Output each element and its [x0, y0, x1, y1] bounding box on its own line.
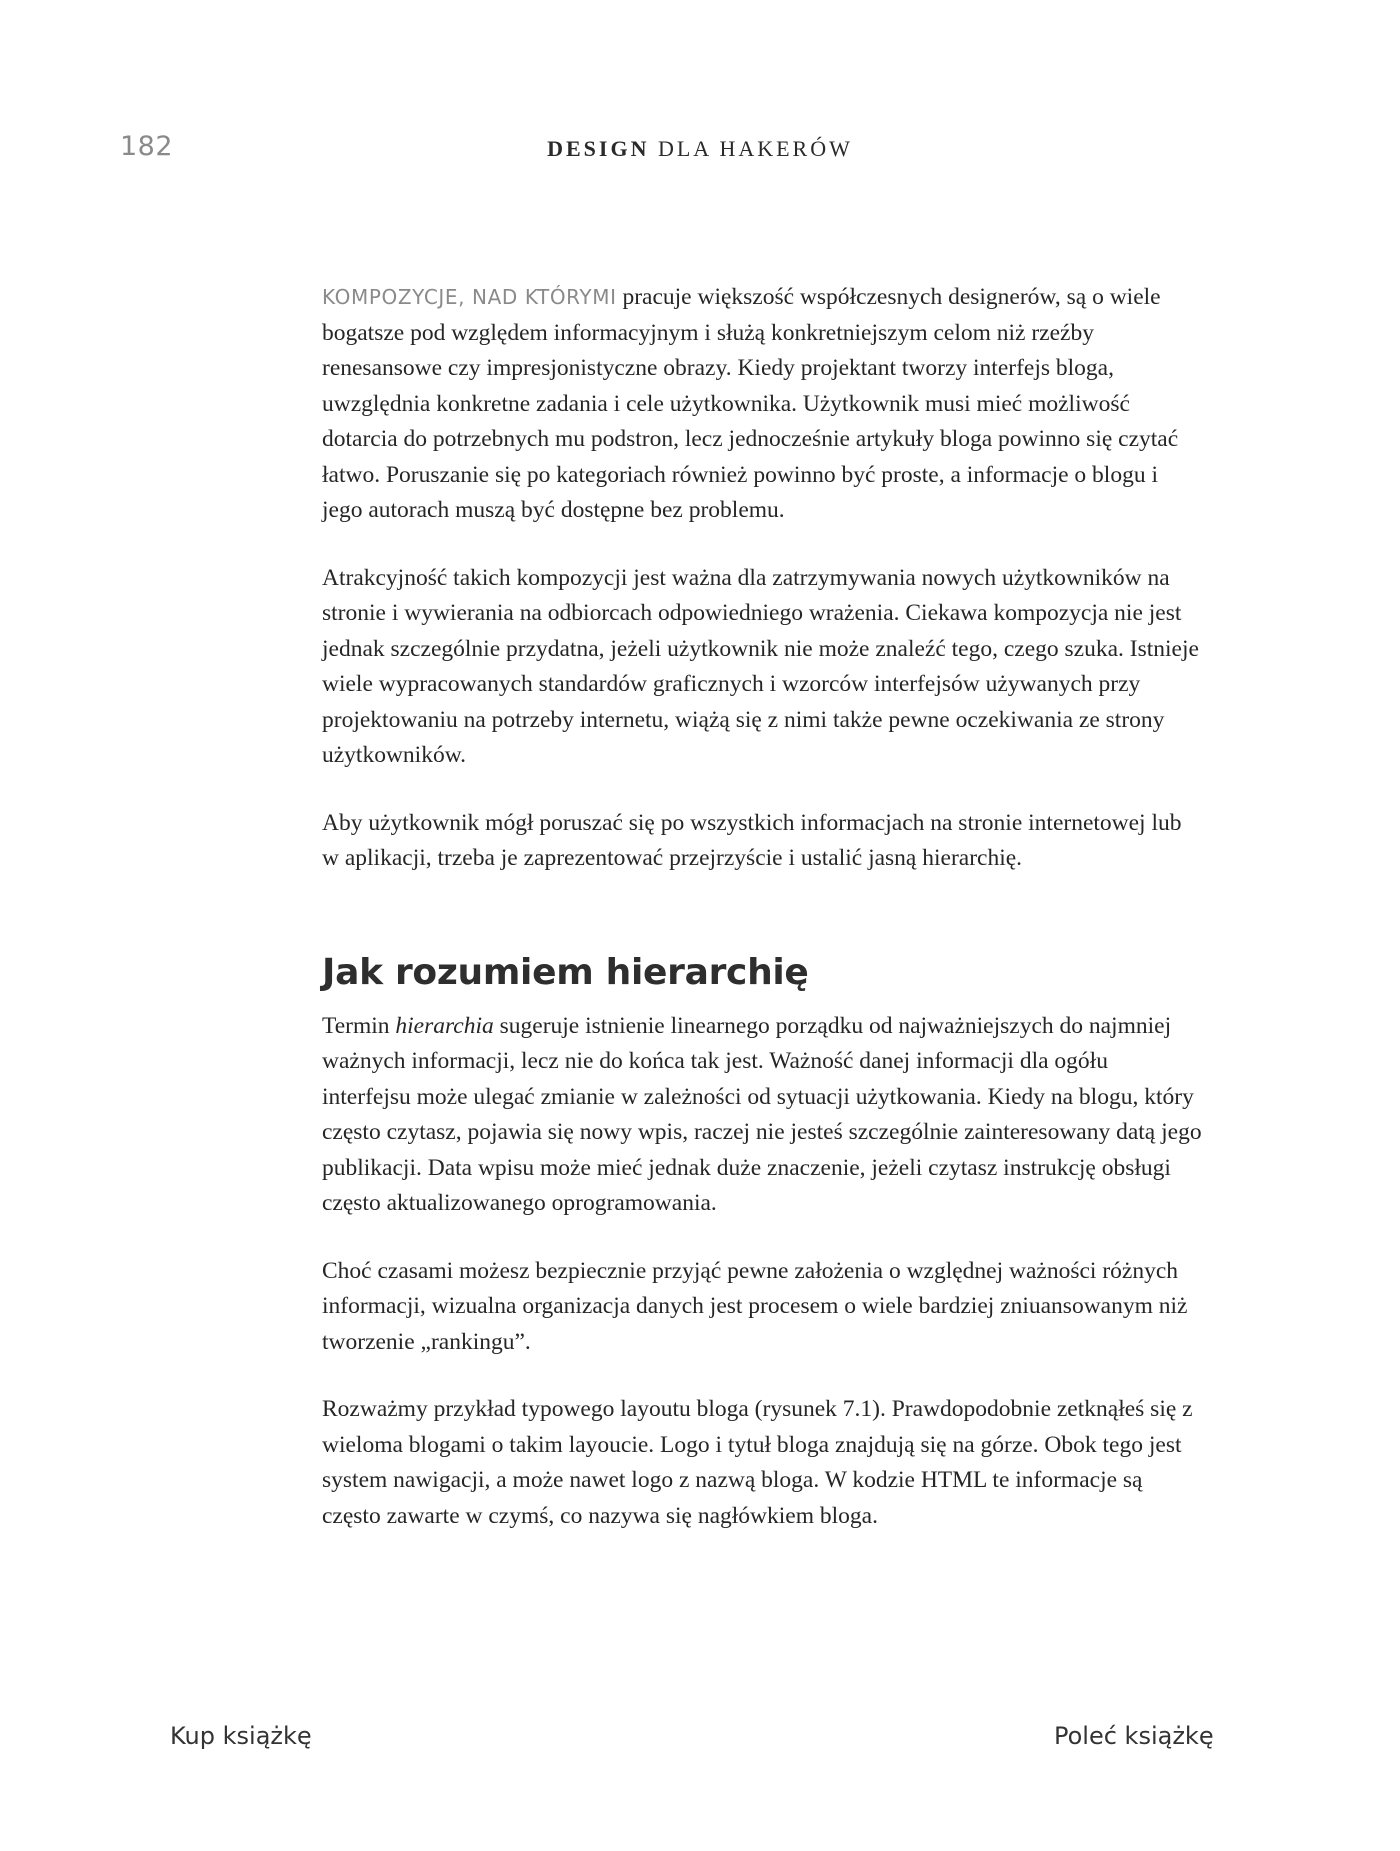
running-head-bold: DESIGN	[547, 136, 650, 161]
paragraph-blog-layout: Rozważmy przykład typowego layoutu bloga (rysunek 7.1). Prawdopodobnie zetknąłeś się z wieloma blogami o takim layoucie. Logo i tytuł bloga znajdują się na górze. Obok tego jest system nawigacji, a może nawet logo z nazwą bloga. W kodzie HTML te informacje są często zawarte w czymś, co nazywa się nagłówkiem bloga.	[322, 1396, 1193, 1529]
running-head-rest: DLA HAKERÓW	[657, 136, 853, 161]
page-number: 182	[120, 131, 174, 162]
paragraph-intro-text: pracuje większość współczesnych designerów, są o wiele bogatsze pod względem informacyjnym i służą konkretniejszym celom niż rzeźby renesansowe czy impresjonistyczne obrazy. Kiedy projektant tworzy interfejs bloga, uwzględnia konkretne zadania i cele użytkownika. Użytkownik musi mieć możliwość dotarcia do potrzebnych mu podstron, lecz jednocześnie artykuły bloga powinno się czytać łatwo. Poruszanie się po kategoriach również powinno być proste, a informacje o blogu i jego autorach muszą być dostępne bez problemu.	[322, 284, 1179, 523]
paragraph-attractiveness: Atrakcyjność takich kompozycji jest ważna dla zatrzymywania nowych użytkowników na stronie i wywierania na odbiorcach odpowiedniego wrażenia. Ciekawa kompozycja nie jest jednak szczególnie przydatna, jeżeli użytkownik nie może znaleźć tego, czego szuka. Istnieje wiele wypracowanych standardów graficznych i wzorców interfejsów używanych przy projektowaniu na potrzeby internetu, wiążą się z nimi także pewne oczekiwania ze strony użytkowników.	[322, 564, 1199, 768]
paragraph-navigation: Aby użytkownik mógł poruszać się po wszystkich informacjach na stronie internetowej lub w aplikacji, trzeba je zaprezentować przejrzyście i ustalić jasną hierarchię.	[322, 809, 1182, 871]
paragraph-hierarchy-term	[322, 1009, 1202, 1222]
recommend-book-link[interactable]: Poleć książkę	[1054, 1722, 1214, 1750]
italic-term: hierarchia	[395, 1012, 494, 1039]
buy-book-link[interactable]: Kup książkę	[170, 1722, 312, 1750]
paragraph-hierarchy-start: Termin	[322, 1012, 396, 1039]
page-body	[322, 280, 1202, 1566]
paragraph-intro	[322, 280, 1202, 529]
lead-in-smallcaps: KOMPOZYCJE, NAD KTÓRYMI	[322, 285, 617, 309]
paragraph-hierarchy-rest: sugeruje istnienie linearnego porządku od najważniejszych do najmniej ważnych informacji, lecz nie do końca tak jest. Ważność danej informacji dla ogółu interfejsu może ulegać zmianie w zależności od sytuacji użytkowania. Kiedy na blogu, który często czytasz, pojawia się nowy wpis, raczej nie jesteś szczególnie zainteresowany datą jego publikacji. Data wpisu może mieć jednak duże znaczenie, jeżeli czytasz instrukcję obsługi często aktualizowanego oprogramowania.	[322, 1012, 1202, 1216]
running-head	[0, 136, 1400, 162]
section-heading: Jak rozumiem hierarchię	[322, 951, 809, 993]
paragraph-ranking: Choć czasami możesz bezpiecznie przyjąć pewne założenia o względnej ważności różnych informacji, wizualna organizacja danych jest procesem o wiele bardziej zniuansowanym niż tworzenie „rankingu”.	[322, 1257, 1188, 1355]
